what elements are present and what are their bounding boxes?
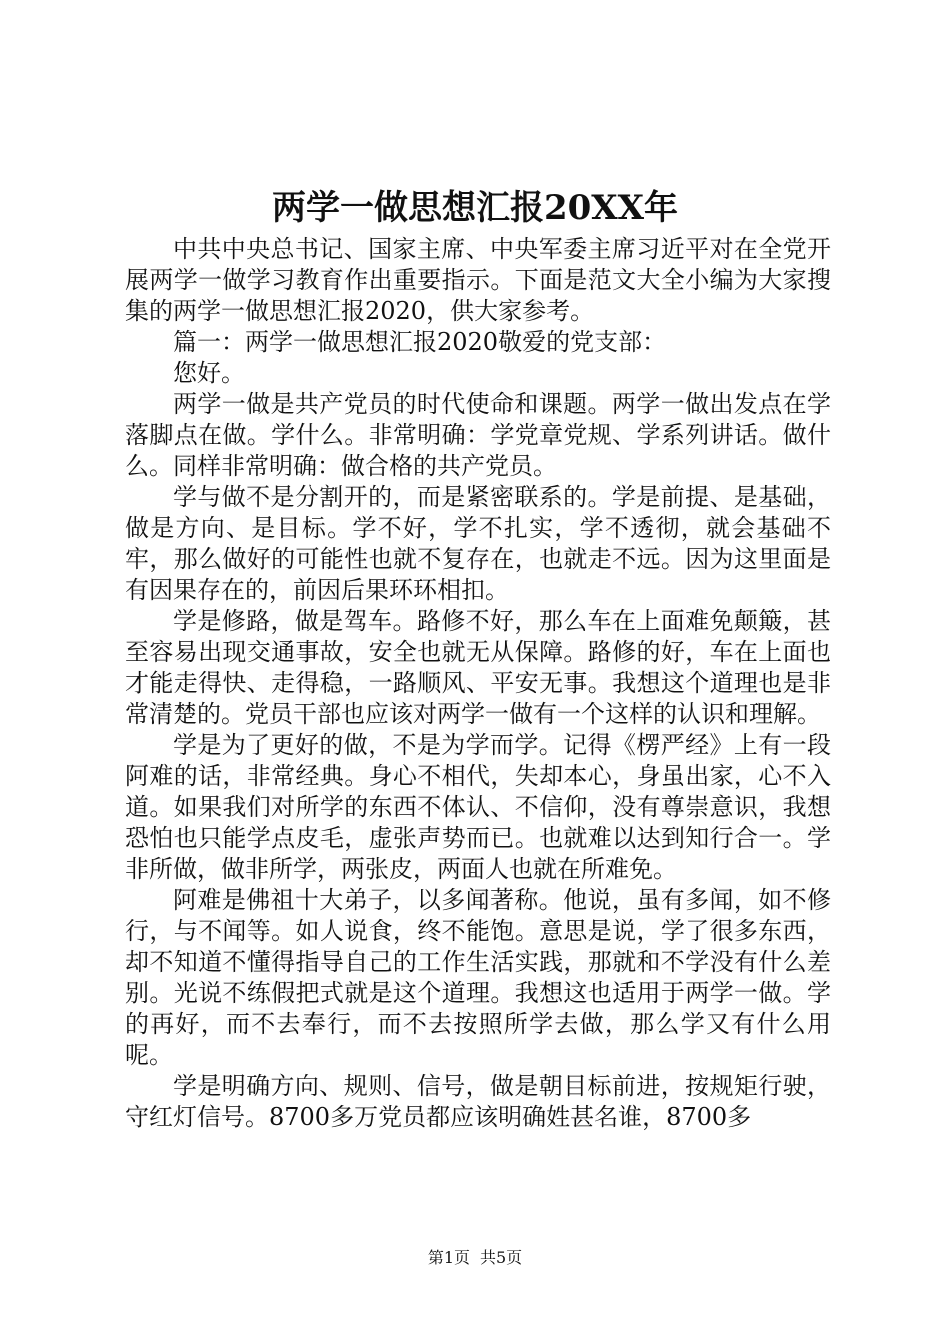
page-footer xyxy=(0,1247,950,1269)
paragraph: 两学一做是共产党员的时代使命和课题。两学一做出发点在学落脚点在做。学什么。非常明确：学党章党规、学系列讲话。做什么。同样非常明确：做合格的共产党员。 xyxy=(125,390,831,480)
paragraph: 学是修路，做是驾车。路修不好，那么车在上面难免颠簸，甚至容易出现交通事故，安全也就无从保障。路修的好，车在上面也才能走得快、走得稳，一路顺风、平安无事。我想这个道理也是非常清楚的。党员干部也应该对两学一做有一个这样的认识和理解。 xyxy=(125,607,831,728)
document-body xyxy=(125,234,831,1133)
paragraph: 学与做不是分割开的，而是紧密联系的。学是前提、是基础，做是方向、是目标。学不好，学不扎实，学不透彻，就会基础不牢，那么做好的可能性也就不复存在，也就走不远。因为这里面是有因果存在的，前因后果环环相扣。 xyxy=(125,483,831,604)
page-total: 共5页 xyxy=(480,1248,523,1267)
paragraph: 学是明确方向、规则、信号，做是朝目标前进，按规矩行驶，守红灯信号。8700多万党员都应该明确姓甚名谁，8700多 xyxy=(125,1072,831,1131)
paragraph: 篇一：两学一做思想汇报2020敬爱的党支部： xyxy=(173,328,667,356)
paragraph: 学是为了更好的做，不是为学而学。记得《楞严经》上有一段阿难的话，非常经典。身心不相代，失却本心，身虽出家，心不入道。如果我们对所学的东西不体认、不信仰，没有尊崇意识，我想恐怕也只能学点皮毛，虚张声势而已。也就难以达到知行合一。学非所做，做非所学，两张皮，两面人也就在所难免。 xyxy=(125,731,831,883)
paragraph: 您好。 xyxy=(173,359,245,387)
paragraph: 中共中央总书记、国家主席、中央军委主席习近平对在全党开展两学一做学习教育作出重要指示。下面是范文大全小编为大家搜集的两学一做思想汇报2020，供大家参考。 xyxy=(125,235,831,325)
paragraph: 阿难是佛祖十大弟子，以多闻著称。他说，虽有多闻，如不修行，与不闻等。如人说食，终不能饱。意思是说，学了很多东西，却不知道不懂得指导自己的工作生活实践，那就和不学没有什么差别。光说不练假把式就是这个道理。我想这也适用于两学一做。学的再好，而不去奉行，而不去按照所学去做，那么学又有什么用呢。 xyxy=(125,886,831,1069)
page-number: 第1页 xyxy=(427,1248,470,1267)
document-title: 两学一做思想汇报20XX年 xyxy=(271,188,679,228)
